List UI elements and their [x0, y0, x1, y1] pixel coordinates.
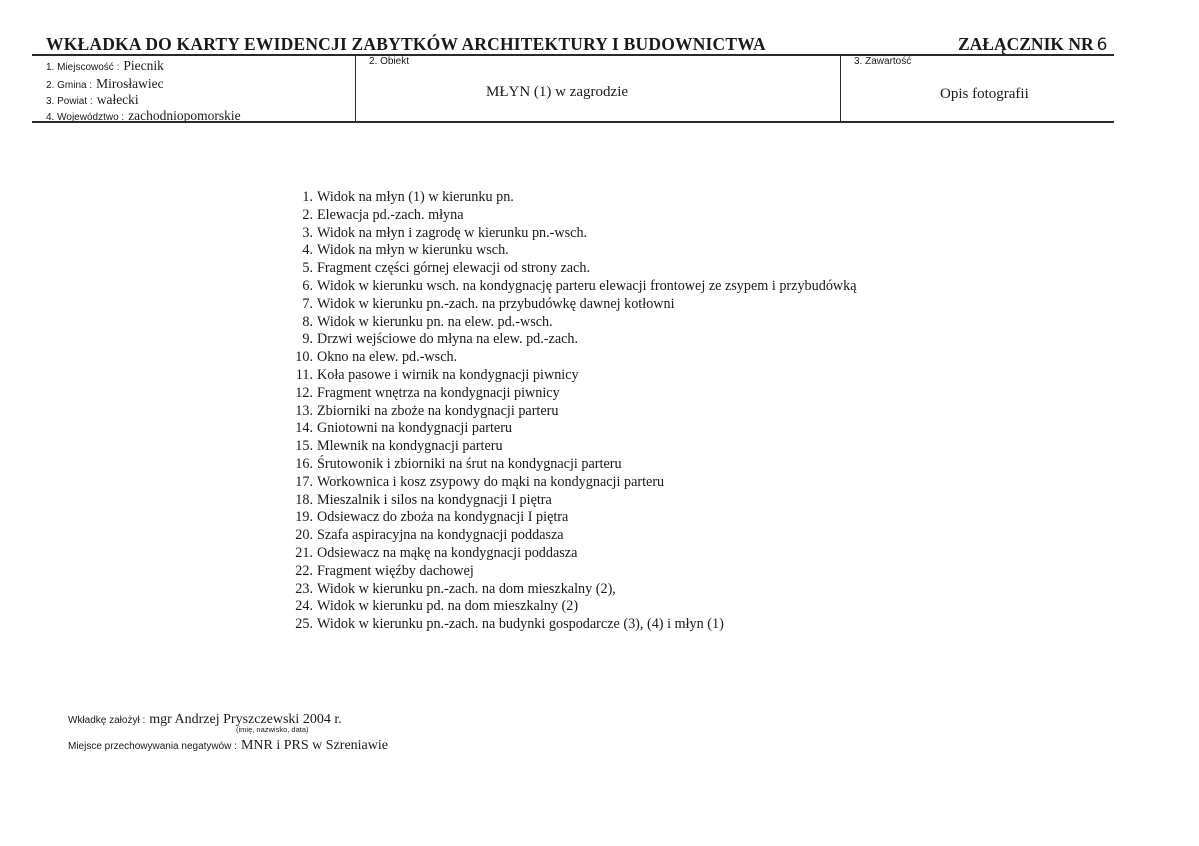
gmina-label: 2. Gmina : [46, 80, 93, 91]
list-item-text: Widok w kierunku pn.-zach. na budynki gospodarcze (3), (4) i młyn (1) [317, 616, 724, 633]
list-item [282, 598, 857, 616]
list-item [282, 474, 857, 492]
content-value: Opis fotografii [940, 86, 1029, 102]
miejscowosc-value: Piecnik [123, 58, 164, 73]
list-item-text: Workownica i kosz zsypowy do mąki na kondygnacji parteru [317, 473, 665, 490]
list-item [282, 278, 857, 296]
list-item-text: Widok w kierunku pd. na dom mieszkalny (2) [317, 598, 579, 615]
list-item-text: Gniotowni na kondygnacji parteru [317, 420, 513, 437]
list-item-text: Koła pasowe i wirnik na kondygnacji piwnicy [317, 366, 579, 383]
list-item-number: 4. [302, 242, 313, 259]
list-item-number: 24. [295, 598, 313, 615]
list-item-text: Odsiewacz do zboża na kondygnacji I piętra [317, 509, 569, 526]
list-item [282, 349, 857, 367]
column-divider-1 [355, 55, 356, 121]
list-item-text: Szafa aspiracyjna na kondygnacji poddasza [317, 527, 564, 544]
list-item-text: Mlewnik na kondygnacji parteru [317, 438, 503, 455]
list-item [282, 189, 857, 207]
list-item-text: Fragment wnętrza na kondygnacji piwnicy [317, 384, 560, 401]
wojewodztwo-value: zachodniopomorskie [128, 108, 241, 123]
object-value: MŁYN (1) w zagrodzie [486, 84, 629, 100]
list-item-text: Okno na elew. pd.-wsch. [317, 349, 458, 366]
object-label: 2. Obiekt [369, 56, 410, 67]
list-item-text: Widok na młyn w kierunku wsch. [317, 242, 509, 259]
miejscowosc-label: 1. Miejscowość : [46, 62, 120, 73]
list-item-number: 5. [302, 260, 313, 277]
list-item-text: Widok w kierunku pn.-zach. na dom mieszkalny (2), [317, 580, 616, 597]
list-item [282, 242, 857, 260]
storage-label: Miejsce przechowywania negatywów : [68, 741, 237, 752]
list-item [282, 509, 857, 527]
list-item-number: 13. [295, 402, 313, 419]
gmina-value: Mirosławiec [96, 76, 164, 91]
author-value: mgr Andrzej Pryszczewski 2004 r. [149, 712, 342, 727]
list-item-number: 1. [302, 189, 313, 205]
list-item [282, 260, 857, 278]
list-item [282, 438, 857, 456]
photo-description-list [282, 189, 857, 634]
list-item-text: Widok na młyn (1) w kierunku pn. [317, 189, 514, 205]
list-item-number: 21. [295, 544, 313, 561]
list-item-number: 15. [295, 438, 313, 455]
list-item-text: Odsiewacz na mąkę na kondygnacji poddasza [317, 544, 578, 561]
list-item-text: Elewacja pd.-zach. młyna [317, 206, 464, 223]
list-item-text: Widok w kierunku pn.-zach. na przybudówkę dawnej kotłowni [317, 295, 675, 312]
list-item-text: Widok w kierunku pn. na elew. pd.-wsch. [317, 313, 553, 330]
list-item-number: 3. [302, 224, 313, 241]
list-item-number: 12. [295, 384, 313, 401]
list-item [282, 527, 857, 545]
list-item-text: Widok w kierunku wsch. na kondygnację parteru elewacji frontowej ze zsypem i przybudówką [317, 277, 857, 294]
list-item-number: 23. [295, 580, 313, 597]
list-item-text: Fragment części górnej elewacji od strony zach. [317, 260, 590, 277]
list-item-number: 8. [302, 313, 313, 330]
list-item-number: 22. [295, 562, 313, 579]
wojewodztwo-label: 4. Województwo : [46, 112, 125, 123]
list-item-number: 2. [302, 206, 313, 223]
list-item-number: 19. [295, 509, 313, 526]
list-item [282, 545, 857, 563]
list-item-number: 18. [295, 491, 313, 508]
list-item-number: 20. [295, 527, 313, 544]
list-item-number: 11. [295, 366, 313, 383]
list-item [282, 456, 857, 474]
list-item [282, 385, 857, 403]
list-item-number: 25. [295, 616, 313, 633]
footer-storage [68, 736, 388, 754]
list-item-text: Zbiorniki na zboże na kondygnacji parteru [317, 402, 559, 419]
list-item-number: 9. [302, 331, 313, 348]
list-item [282, 225, 857, 243]
storage-value: MNR i PRS w Szreniawie [240, 738, 388, 753]
form-title: WKŁADKA DO KARTY EWIDENCJI ZABYTKÓW ARCHITEKTURY I BUDOWNICTWA [46, 34, 766, 54]
list-item-number: 7. [302, 295, 313, 312]
content-label: 3. Zawartość [854, 56, 912, 67]
list-item [282, 296, 857, 314]
list-item-text: Widok na młyn i zagrodę w kierunku pn.-wsch. [317, 224, 588, 241]
list-item [282, 367, 857, 385]
annex-label [958, 34, 1107, 55]
annex-number: 6 [1096, 35, 1108, 55]
list-item [282, 207, 857, 225]
field-miejscowosc [46, 57, 164, 75]
list-item [282, 581, 857, 599]
list-item [282, 331, 857, 349]
list-item [282, 492, 857, 510]
annex-label-text: ZAŁĄCZNIK NR [958, 34, 1094, 54]
list-item-number: 6. [302, 277, 313, 294]
list-item [282, 616, 857, 634]
header-top-rule [32, 54, 1114, 56]
powiat-label: 3. Powiat : [46, 96, 93, 107]
list-item-text: Mieszalnik i silos na kondygnacji I piętra [317, 491, 552, 508]
list-item-number: 16. [295, 455, 313, 472]
list-item-text: Śrutowonik i zbiorniki na śrut na kondygnacji parteru [317, 455, 622, 472]
list-item [282, 403, 857, 421]
list-item-number: 14. [295, 420, 313, 437]
author-label: Wkładkę założył : [68, 715, 146, 726]
list-item [282, 314, 857, 332]
list-item-number: 10. [295, 349, 313, 366]
author-sublabel: (imię, nazwisko, data) [236, 725, 309, 734]
powiat-value: wałecki [96, 92, 139, 107]
list-item [282, 563, 857, 581]
list-item-text: Fragment więźby dachowej [317, 562, 474, 579]
list-item [282, 420, 857, 438]
column-divider-2 [840, 55, 841, 121]
list-item-text: Drzwi wejściowe do młyna na elew. pd.-zach. [317, 331, 579, 348]
field-wojewodztwo [46, 107, 241, 125]
list-item-number: 17. [295, 473, 313, 490]
